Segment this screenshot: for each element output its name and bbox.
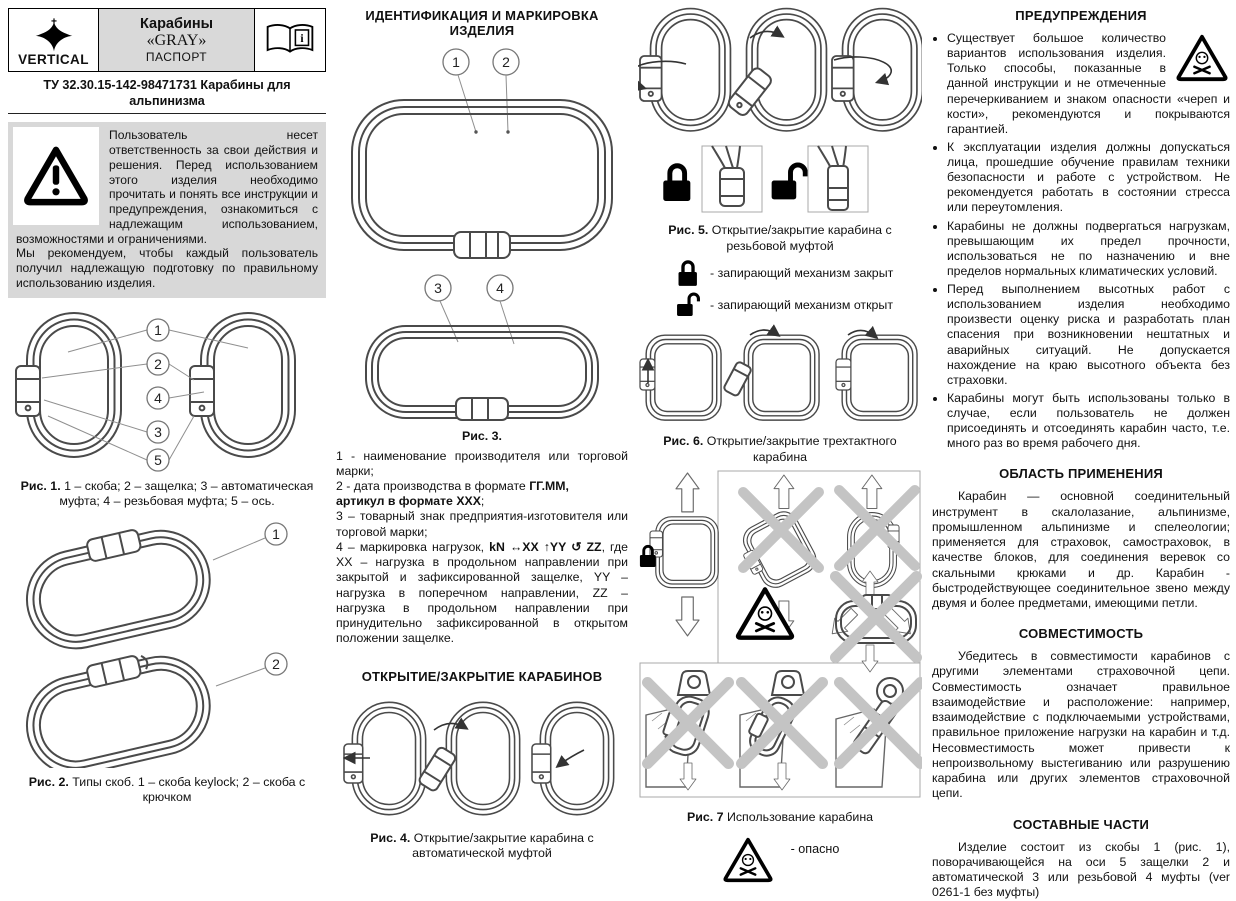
svg-text:5: 5 <box>154 451 162 468</box>
figure-4-drawing <box>336 694 624 824</box>
lock-closed-icon <box>676 258 700 287</box>
figure-3-caption: Рис. 3. <box>462 429 502 443</box>
marking-list <box>336 449 628 647</box>
figure-2-caption: Рис. 2. Типы скоб. 1 – скоба keylock; 2 – скоба с крючком <box>28 774 306 805</box>
figure-6-drawing <box>638 323 922 427</box>
figure-5-drawing <box>638 4 922 216</box>
marking-item-3: 3 – товарный знак предприятия-изготовителя или торговой марки; <box>336 509 628 539</box>
open-gate-icon: ↺ <box>571 539 582 554</box>
svg-text:2: 2 <box>154 355 162 372</box>
warnings-list <box>932 31 1230 451</box>
components-section <box>932 817 1230 901</box>
brand-name: VERTICAL <box>18 51 89 67</box>
svg-text:3: 3 <box>434 280 442 296</box>
figure-7-caption: Рис. 7 Использование карабина <box>686 810 874 824</box>
fig7-edge-cell-1 <box>646 671 728 790</box>
fig7-edge-cell-3 <box>836 678 920 787</box>
svg-text:2: 2 <box>502 54 510 70</box>
figure-7-drawing <box>638 469 922 799</box>
compatibility-heading: СОВМЕСТИМОСТЬ <box>1018 626 1144 642</box>
lock-open-icon <box>676 290 700 319</box>
title-cell <box>99 9 255 71</box>
danger-label: - опасно <box>790 841 840 856</box>
figure-1-drawing <box>8 304 314 472</box>
brand-cell <box>9 9 99 71</box>
warning-item: • Перед выполнением высотных работ с использованием изделия необходимо произвести оценку риска и разработать план спасения при возникновении нештатных и аварийных ситуаций. Не допускается нахождение на краю высотного объекта без страховки. <box>947 282 1230 388</box>
figure-1-caption: Рис. 1. 1 – скоба; 2 – защелка; 3 – автоматическая муфта; 4 – резьбовая муфта; 5 – ось. <box>20 478 314 509</box>
figure-2 <box>8 518 326 806</box>
brand-logo-icon <box>32 17 76 55</box>
figure-3 <box>336 42 628 445</box>
marking-item-4: 4 – маркировка нагрузок, kN ↔XX ↑YY ↺ ZZ, где XX – нагрузка в продольном направлении при закрытой и зафиксированной защелке, YY – нагрузка в поперечном направлении, ZZ – нагрузка в продольном направлении при принудительно зафиксированной в открытом положении защелке. <box>336 539 628 646</box>
svg-text:1: 1 <box>452 54 460 70</box>
legend-locked: - запирающий механизм закрыт <box>676 258 922 287</box>
marking-item-1: 1 - наименование производителя или торговой марки; <box>336 448 628 478</box>
figure-1-callouts <box>147 319 169 471</box>
product-model: «GRAY» <box>146 32 207 49</box>
warning-item: • Карабины не должны подвергаться нагрузкам, превышающим их предел прочности, использоваться не по назначению и вне пределов нормальных климатических условий. <box>947 219 1230 280</box>
doc-type: ПАСПОРТ <box>145 50 208 64</box>
figure-2-drawing <box>8 518 314 768</box>
figure-3-drawing <box>336 42 628 422</box>
column-identification <box>336 8 628 862</box>
warning-item: • К эксплуатации изделия должны допускаться лица, прошедшие обучение правилам техники безопасности и работе с устройством. Не рекомендуется работать в состоянии стресса или переутомления. <box>947 140 1230 216</box>
responsibility-warning-box <box>8 122 326 297</box>
manual-cell <box>255 9 325 71</box>
warnings-heading: ПРЕДУПРЕЖДЕНИЯ <box>1015 8 1147 23</box>
danger-legend <box>638 836 922 884</box>
components-heading: СОСТАВНЫЕ ЧАСТИ <box>1012 816 1150 832</box>
application-section <box>932 466 1230 611</box>
svg-text:1: 1 <box>154 321 162 338</box>
compatibility-text: Убедитесь в совместимости карабинов с другими элементами страховочной цепи. Совместимость означает правильное взаимодействие и расположение: например, взаимодействие с подключаемыми устройствами, правильное приложение нагрузки на карабин и т.д. Несовместимость может привести к непроизвольному выстегиванию или разрушению карабина или других элементов страховочной цепи. <box>932 649 1230 801</box>
responsibility-text-1: Пользователь несет ответственность за свои действия и решения. Перед использованием этого изделия необходимо прочитать и понять все инструкции и предупреждения, ознакомиться с надлежащим использованием, возможностями и ограничениями. <box>16 128 318 246</box>
marking-item-2: 2 - дата производства в формате ГГ.ММ, артикул в формате XXX; <box>336 478 569 509</box>
svg-text:4: 4 <box>496 280 504 296</box>
warning-item: • Карабины могут быть использованы только в случае, если пользователь не должен присоединять и отсоединять карабин часто, т.е. много раз во время рабочего дня. <box>947 391 1230 452</box>
divider <box>8 113 326 114</box>
open-close-heading: ОТКРЫТИЕ/ЗАКРЫТИЕ КАРАБИНОВ <box>361 668 603 684</box>
column-figures <box>638 4 922 884</box>
application-text: Карабин — основной соединительный инструмент в скалолазание, альпинизме, промышленном альпинизме и спелеологии; применяется для страховок, самостраховок, в качестве блоков, для соединения веревок со скальными крюками и др. Карабин - быстродействующее соединительное звено между двумя и более предметами, имеющими петли. <box>932 489 1230 611</box>
svg-text:4: 4 <box>154 389 162 406</box>
svg-text:1: 1 <box>272 525 280 542</box>
responsibility-text-2: Мы рекомендуем, чтобы каждый пользователь получил надлежащую подготовку по правильному использованию изделия. <box>16 246 318 290</box>
warning-triangle-icon <box>13 127 99 225</box>
components-text: Изделие состоит из скобы 1 (рис. 1), поворачивающейся на оси 5 защелки 2 и автоматической 3 или резьбовой 4 муфты (ver 0261-1 без муфты) <box>932 839 1230 900</box>
identification-heading: ИДЕНТИФИКАЦИЯ И МАРКИРОВКА ИЗДЕЛИЯ <box>365 8 599 38</box>
svg-text:3: 3 <box>154 423 162 440</box>
skull-danger-icon <box>1174 33 1230 87</box>
figure-6 <box>638 323 922 465</box>
figure-6-caption: Рис. 6. Открытие/закрытие трехтактного карабина <box>663 434 897 464</box>
figure-4 <box>336 694 628 862</box>
column-warnings <box>932 8 1230 901</box>
figure-4-caption: Рис. 4. Открытие/закрытие карабина с автоматической муфтой <box>370 830 594 861</box>
product-title: Карабины <box>139 16 214 32</box>
legend-unlocked: - запирающий механизм открыт <box>676 290 922 319</box>
svg-text:2: 2 <box>272 655 280 672</box>
column-left <box>8 8 326 806</box>
figure-5 <box>638 4 922 254</box>
document-header <box>8 8 326 72</box>
figure-7 <box>638 469 922 826</box>
figure-5-caption: Рис. 5. Открытие/закрытие карабина с резьбовой муфтой <box>668 223 892 253</box>
fig7-edge-cell-2 <box>740 671 822 790</box>
skull-danger-icon <box>721 836 775 884</box>
lock-legend <box>676 258 922 319</box>
svg-text:i: i <box>300 31 304 45</box>
tu-standard-line: ТУ 32.30.15-142-98471731 Карабины для альпинизма <box>43 78 291 108</box>
application-heading: ОБЛАСТЬ ПРИМЕНЕНИЯ <box>999 466 1163 482</box>
book-info-icon <box>263 22 317 58</box>
figure-1 <box>8 304 326 510</box>
warning-item: • Существует большое количество вариантов использования изделия. Только способы, показанные в данной инструкции и не отмеченные перечеркиванием и знаком опасности «череп и кости», рекомендуются и покрываются гарантией. <box>947 31 1230 137</box>
compatibility-section <box>932 626 1230 801</box>
